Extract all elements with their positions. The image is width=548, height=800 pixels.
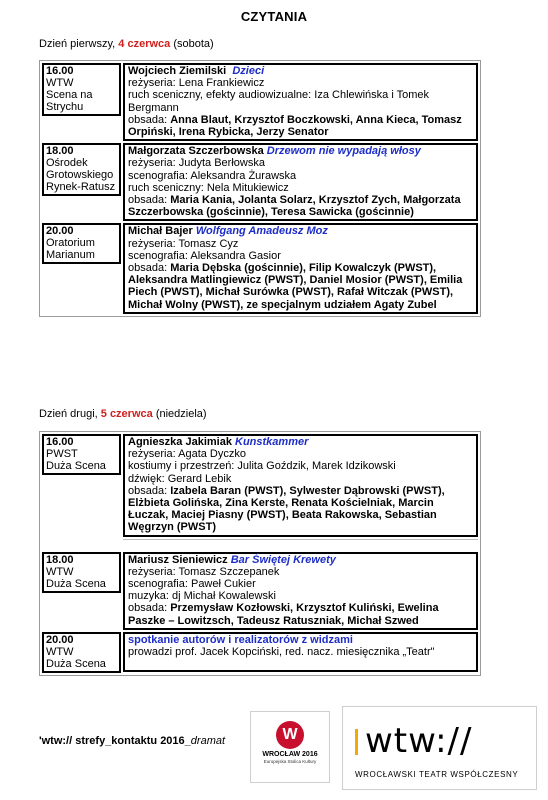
venue-line: Ośrodek — [46, 157, 88, 170]
cast-names: Anna Blaut, Krzysztof Boczkowski, Anna Kieca, Tomasz Orpiński, Irena Rybicka, Jerzy Senator — [128, 113, 462, 139]
event-time: 16.00 — [46, 436, 74, 448]
venue-line: WTW — [46, 645, 74, 658]
credit-line: scenografia: Paweł Cukier — [128, 578, 256, 591]
wtw-theatre-logo — [342, 706, 537, 790]
venue-line: Oratorium — [46, 237, 95, 250]
event-time: 18.00 — [46, 553, 74, 566]
venue-line: Duża Scena — [46, 460, 106, 472]
cast-line — [128, 114, 474, 138]
wroclaw-logo-subtitle: Europejska Stolica Kultury — [263, 759, 317, 764]
venue-line: Marianum — [46, 249, 95, 262]
venue-line: Rynek-Ratusz — [46, 181, 116, 194]
wroclaw-mark-icon: W — [276, 721, 304, 749]
venue-line: Duża Scena — [46, 577, 106, 590]
credit-line: ruch sceniczny: Nela Mitukiewicz — [128, 181, 289, 194]
wtw-accent-bar — [355, 729, 358, 755]
credit-line: dźwięk: Gerard Lebik — [128, 472, 232, 485]
event-venue-cell — [42, 63, 121, 116]
wtw-logo-subtitle: WROCŁAWSKI TEATR WSPÓŁCZESNY — [355, 770, 519, 779]
cast-names: Maria Kania, Jolanta Solarz, Krzysztof Zych, Małgorzata Szczerbowska (gościnnie), Teresa Sawicka (gościnnie) — [128, 194, 461, 219]
credit-line: ruch sceniczny, efekty audiowizualne: Iza Chlewińska i Tomek Bergmann — [128, 89, 430, 114]
event-author: Agnieszka Jakimiak — [128, 436, 232, 448]
event-details-cell — [123, 434, 478, 537]
venue-line: Duża Scena — [46, 657, 106, 670]
day1-date: 4 czerwca — [118, 38, 171, 50]
event-author: Mariusz Sieniewicz — [128, 553, 228, 566]
event-row — [42, 143, 478, 221]
event-venue-cell — [42, 143, 121, 196]
event-venue-cell — [42, 632, 121, 673]
day1-heading — [39, 38, 214, 50]
event-author: Wojciech Ziemilski — [128, 65, 227, 77]
credit-line: reżyseria: Tomasz Szczepanek — [128, 565, 280, 578]
day2-heading — [39, 408, 207, 420]
row-separator — [123, 539, 478, 550]
event-details-cell — [123, 143, 478, 221]
credit-line: muzyka: dj Michał Kowalewski — [128, 590, 276, 603]
event-time: 20.00 — [46, 633, 74, 646]
credit-line: scenografia: Aleksandra Żurawska — [128, 169, 297, 182]
venue-line: Grotowskiego — [46, 169, 114, 182]
event-headline — [128, 225, 474, 237]
cast-line — [128, 485, 474, 534]
cast-label: obsada: — [128, 262, 168, 275]
day2-suffix: (niedziela) — [155, 408, 207, 420]
venue-line: PWST — [46, 448, 78, 460]
wroclaw-logo-title: WROCŁAW 2016 — [262, 751, 318, 758]
day2-prefix: Dzień drugi, — [39, 408, 98, 420]
event-headline — [128, 554, 474, 566]
event-row — [42, 63, 478, 141]
cast-line — [128, 194, 474, 218]
event-venue-cell — [42, 434, 121, 475]
cast-line — [128, 602, 474, 626]
footer-text: 'wtw:// strefy_kontaktu 2016_ — [39, 735, 191, 747]
footer-italic: dramat — [190, 735, 226, 747]
credit-line: kostiumy i przestrzeń: Julita Goździk, Marek Idzikowski — [128, 460, 396, 473]
event-details-cell — [123, 223, 478, 313]
wtw-logo-text: wtw:// — [365, 721, 473, 761]
event-time: 20.00 — [46, 225, 74, 238]
day2-schedule — [39, 431, 481, 676]
event-venue-cell — [42, 223, 121, 264]
event-author: Michał Bajer — [128, 225, 193, 238]
meeting-host: prowadzi prof. Jacek Kopciński, red. nacz. miesięcznika „Teatr" — [128, 646, 435, 659]
event-headline — [128, 145, 474, 157]
credit-line: reżyseria: Lena Frankiewicz — [128, 77, 265, 90]
cast-names: Przemysław Kozłowski, Krzysztof Kuliński, Ewelina Paszke – Lowitzsch, Tadeusz Ratuszniak, Michał Szwed — [128, 602, 439, 627]
cast-line — [128, 262, 474, 311]
credit-line: reżyseria: Tomasz Cyz — [128, 237, 239, 250]
event-venue-cell — [42, 552, 121, 593]
meeting-title: spotkanie autorów i realizatorów z widzami — [128, 633, 353, 646]
event-headline — [128, 65, 474, 77]
event-details-cell — [123, 552, 478, 630]
wroclaw-2016-logo — [250, 711, 330, 783]
event-row — [42, 223, 478, 313]
event-row — [42, 632, 478, 673]
event-details-cell — [123, 63, 478, 141]
cast-names: Maria Dębska (gościnnie), Filip Kowalczyk (PWST), Aleksandra Matlingiewicz (PWST), Daniel Mosior (PWST), Emilia Piech (PWST), Michał Surówka (PWST), Rafał Witczak (PWST), Michał Wolny (PWST), ze specjalnym udziałem Agaty Zubel — [128, 262, 463, 311]
event-work-title: Dzieci — [232, 65, 265, 77]
page-title: CZYTANIA — [240, 9, 308, 24]
credit-line: reżyseria: Agata Dyczko — [128, 448, 246, 461]
credit-line: reżyseria: Judyta Berłowska — [128, 157, 265, 170]
event-work-title: Bar Świętej Krewety — [230, 553, 336, 566]
event-headline — [128, 436, 474, 448]
cast-label: obsada: — [128, 602, 168, 615]
cast-label: obsada: — [128, 113, 168, 126]
event-time: 18.00 — [46, 145, 74, 158]
cast-names: Izabela Baran (PWST), Sylwester Dąbrowski (PWST), Elżbieta Golińska, Zina Kerste, Renata Kościelniak, Marcin Łuczak, Maciej Piasny (PWST), Beata Rakowska, Sebastian Węgrzyn (PWST) — [128, 484, 445, 534]
festival-footer — [39, 735, 225, 747]
credit-line: scenografia: Aleksandra Gasior — [128, 249, 281, 262]
cast-label: obsada: — [128, 484, 168, 497]
event-work-title: Drzewom nie wypadają włosy — [266, 145, 421, 158]
venue-line: Strychu — [46, 101, 84, 113]
venue-line: Scena na — [46, 89, 93, 101]
event-work-title: Kunstkammer — [235, 436, 309, 448]
event-work-title: Wolfgang Amadeusz Moz — [195, 225, 328, 238]
day1-schedule — [39, 60, 481, 317]
venue-line: WTW — [46, 77, 74, 89]
cast-label: obsada: — [128, 194, 168, 207]
day1-prefix: Dzień pierwszy, — [39, 38, 116, 50]
venue-line: WTW — [46, 565, 74, 578]
day1-suffix: (sobota) — [173, 38, 214, 50]
event-time: 16.00 — [46, 65, 74, 77]
event-row — [42, 552, 478, 630]
event-row — [42, 434, 478, 537]
event-details-cell — [123, 632, 478, 672]
day2-date: 5 czerwca — [100, 408, 153, 420]
event-author: Małgorzata Szczerbowska — [128, 145, 264, 158]
